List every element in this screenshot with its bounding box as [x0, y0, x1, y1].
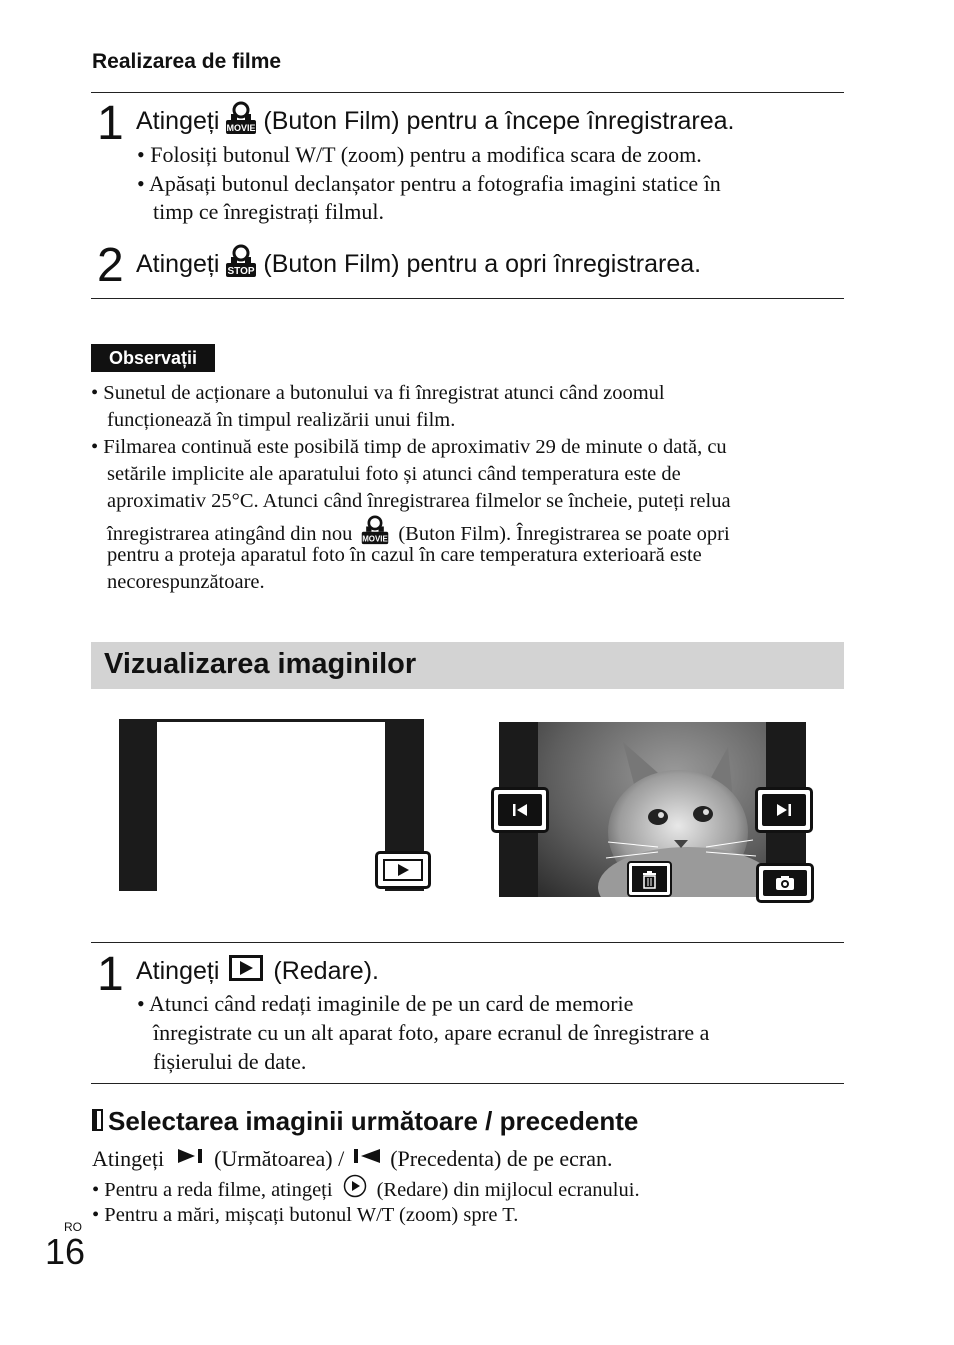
section-heading: Vizualizarea imaginilor — [104, 648, 417, 680]
note-line: aproximativ 25°C. Atunci când înregistrarea filmelor se încheie, puteți relua — [107, 490, 731, 512]
step-title-suffix: (Buton Film) pentru a opri înregistrarea. — [263, 249, 702, 278]
line-text: Atingeți — [92, 1146, 165, 1171]
play-circle-icon — [343, 1174, 367, 1205]
bullet-continuation: înregistrate cu un alt aparat foto, apare ecranul de înregistrare a — [153, 1020, 710, 1045]
line-text: (Următoarea) / — [214, 1146, 345, 1171]
step-title-suffix: (Buton Film) pentru a începe înregistrarea. — [263, 106, 735, 135]
section-heading-bar — [91, 642, 844, 689]
note-line: pentru a proteja aparatul foto în cazul în care temperatura exterioară este — [107, 544, 702, 566]
step-title — [136, 247, 701, 281]
movie-button-icon — [225, 101, 257, 142]
subsection-bullet: • Pentru a mări, mișcați butonul W/T (zoom) spre T. — [92, 1204, 519, 1226]
stop-button-icon — [225, 244, 257, 285]
page-number: 16 — [45, 1231, 86, 1272]
bullet: • Folosiți butonul W/T (zoom) pentru a modifica scara de zoom. — [137, 142, 702, 167]
note-text: (Buton Film). Înregistrarea se poate opri — [398, 522, 730, 545]
notes-badge: Observații — [91, 344, 215, 372]
next-button[interactable] — [755, 787, 813, 833]
divider — [91, 942, 844, 943]
svg-text:MOVIE: MOVIE — [362, 534, 389, 544]
subsection-title: Selectarea imaginii următoare / precedente — [108, 1106, 639, 1136]
note-line: setările implicite ale aparatului foto și atunci când temperatura este de — [107, 463, 681, 485]
trash-icon — [632, 866, 667, 892]
divider — [91, 92, 844, 93]
note-line: necorespunzătoare. — [107, 571, 265, 593]
next-icon — [762, 794, 806, 826]
step-number: 2 — [97, 239, 124, 292]
previous-icon — [498, 794, 542, 826]
bullet: • Atunci când redați imaginile de pe un card de memorie — [137, 991, 634, 1016]
svg-text:MOVIE: MOVIE — [226, 122, 256, 133]
step-title — [136, 104, 734, 138]
delete-button[interactable] — [627, 861, 672, 897]
subsection-line — [92, 1145, 613, 1173]
step-title-prefix: Atingeți — [136, 956, 220, 985]
step-title-prefix: Atingeți — [136, 249, 220, 278]
step-title-suffix: (Redare). — [273, 956, 379, 985]
play-icon — [383, 859, 423, 881]
bullet: • Apăsați butonul declanșator pentru a fotografia imagini statice în — [137, 171, 721, 196]
bullet-continuation: timp ce înregistrați filmul. — [153, 199, 384, 224]
screen-area — [157, 722, 385, 891]
previous-icon — [352, 1145, 382, 1173]
camera-icon — [763, 870, 807, 896]
step-number: 1 — [97, 948, 124, 1001]
subsection-bullet — [92, 1174, 640, 1205]
next-icon — [176, 1145, 206, 1173]
line-text: (Precedenta) de pe ecran. — [390, 1146, 613, 1171]
playback-icon — [229, 955, 263, 988]
note-text: înregistrarea atingând din nou — [107, 522, 353, 545]
bullet-text: • Pentru a reda filme, atingeți — [92, 1178, 333, 1201]
note-line: • Filmarea continuă este posibilă timp de aproximativ 29 de minute o dată, cu — [91, 436, 727, 458]
note-line: • Sunetul de acționare a butonului va fi înregistrat atunci când zoomul — [91, 382, 665, 404]
step-title — [136, 955, 379, 987]
previous-button[interactable] — [491, 787, 549, 833]
bullet-text: (Redare) din mijlocul ecranului. — [376, 1178, 640, 1201]
divider — [91, 298, 844, 299]
language-code: RO — [64, 1220, 82, 1234]
step-title-prefix: Atingeți — [136, 106, 220, 135]
shooting-mode-button[interactable] — [756, 863, 814, 903]
note-line: funcționează în timpul realizării unui film. — [107, 409, 456, 431]
section-header: Realizarea de filme — [92, 50, 282, 73]
playback-button[interactable] — [375, 851, 431, 889]
step-number: 1 — [97, 97, 124, 150]
svg-text:STOP: STOP — [227, 265, 255, 277]
divider — [91, 1083, 844, 1084]
bullet-continuation: fișierului de date. — [153, 1049, 307, 1074]
subsection-marker — [92, 1109, 103, 1131]
